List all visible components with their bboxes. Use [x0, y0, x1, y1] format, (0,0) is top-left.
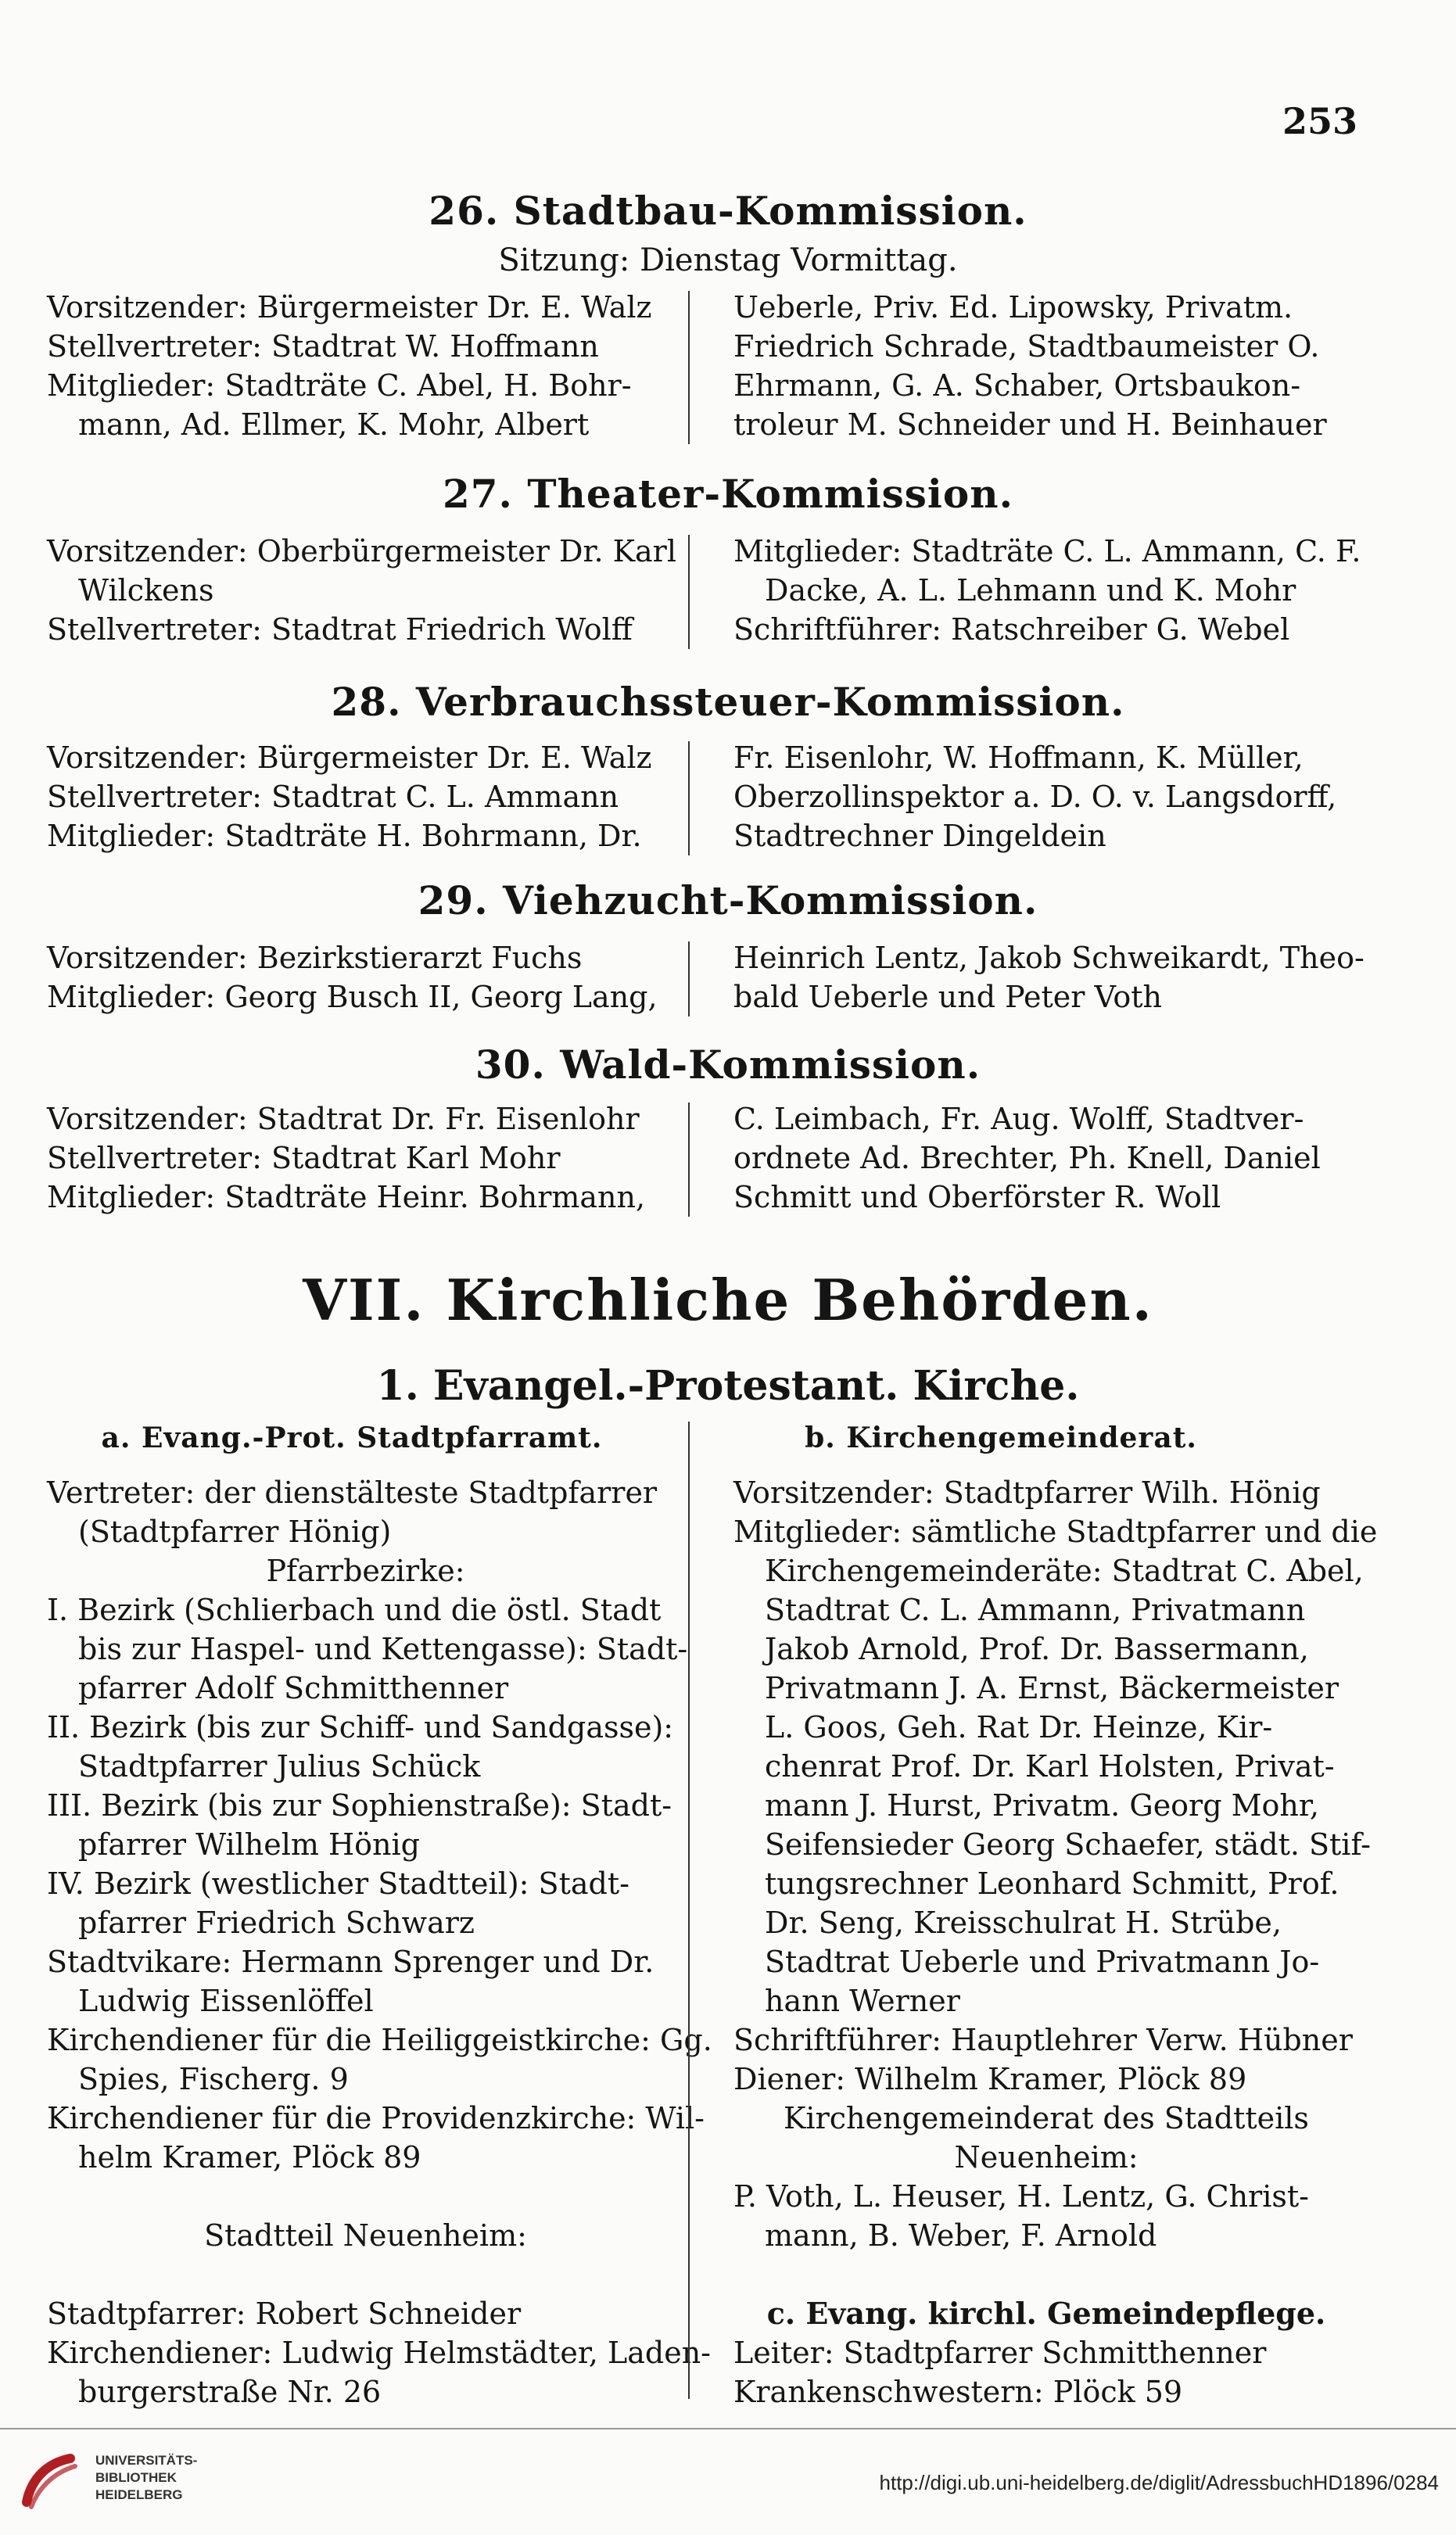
page-number: 253	[1282, 100, 1358, 142]
text-line: Jakob Arnold, Prof. Dr. Bassermann,	[765, 1632, 1309, 1666]
column-heading-b: b. Kirchengemeinderat.	[805, 1422, 1197, 1454]
text-line: Ehrmann, G. A. Schaber, Ortsbaukon-	[733, 368, 1301, 403]
text-line: Oberzollinspektor a. D. O. v. Langsdorff,	[733, 780, 1337, 814]
text-line: III. Bezirk (bis zur Sophienstraße): Stadt-	[47, 1788, 672, 1823]
subheading-sitzung: Sitzung: Dienstag Vormittag.	[498, 242, 958, 278]
text-line: Vorsitzender: Bürgermeister Dr. E. Walz	[47, 740, 652, 775]
text-line: Vorsitzender: Stadtrat Dr. Fr. Eisenlohr	[47, 1102, 640, 1136]
text-line: Seifensieder Georg Schaefer, städt. Stif-	[765, 1827, 1372, 1862]
column-divider	[688, 535, 690, 649]
heading-theater-kommission: 27. Theater-Kommission.	[442, 471, 1014, 517]
text-line: pfarrer Friedrich Schwarz	[78, 1906, 475, 1940]
library-name	[95, 2452, 197, 2504]
text-line: Ueberle, Priv. Ed. Lipowsky, Privatm.	[733, 290, 1293, 324]
text-line: Stadtpfarrer Julius Schück	[78, 1749, 481, 1784]
text-line: helm Kramer, Plöck 89	[78, 2140, 421, 2175]
text-line: Kirchengemeinderäte: Stadtrat C. Abel,	[765, 1554, 1364, 1588]
text-line: P. Voth, L. Heuser, H. Lentz, G. Christ-	[733, 2179, 1309, 2214]
text-line: bis zur Haspel- und Kettengasse): Stadt-	[78, 1632, 688, 1666]
text-line: Dacke, A. L. Lehmann und K. Mohr	[765, 573, 1296, 608]
text-line: Diener: Wilhelm Kramer, Plöck 89	[733, 2062, 1247, 2096]
heading-stadtbau-kommission: 26. Stadtbau-Kommission.	[429, 188, 1027, 234]
text-line: Schmitt und Oberförster R. Woll	[733, 1180, 1221, 1214]
text-line: Mitglieder: sämtliche Stadtpfarrer und die	[733, 1515, 1378, 1549]
text-line: II. Bezirk (bis zur Schiff- und Sandgasse):	[47, 1710, 674, 1744]
text-line: burgerstraße Nr. 26	[78, 2375, 382, 2409]
text-line: Schriftführer: Ratschreiber G. Webel	[733, 612, 1290, 647]
text-line: pfarrer Adolf Schmitthenner	[78, 1671, 509, 1705]
text-line: ordnete Ad. Brechter, Ph. Knell, Daniel	[733, 1141, 1321, 1175]
text-line: tungsrechner Leonhard Schmitt, Prof.	[765, 1866, 1339, 1901]
text-line: Vorsitzender: Stadtpfarrer Wilh. Hönig	[733, 1475, 1321, 1510]
text-line: Stellvertreter: Stadtrat C. L. Ammann	[47, 780, 619, 814]
logo-text-line: HEIDELBERG	[95, 2487, 183, 2502]
column-divider	[688, 941, 690, 1017]
text-line: Mitglieder: Stadträte Heinr. Bohrmann,	[47, 1180, 646, 1214]
text-line	[47, 2255, 684, 2294]
text-line: Pfarrbezirke:	[266, 1554, 465, 1588]
text-line: Mitglieder: Georg Busch II, Georg Lang,	[47, 980, 658, 1014]
library-logo-icon[interactable]	[16, 2447, 86, 2518]
text-line: troleur M. Schneider und H. Beinhauer	[733, 407, 1327, 442]
text-line: Kirchendiener für die Providenzkirche: Wil-	[47, 2101, 705, 2135]
column-heading-c: c. Evang. kirchl. Gemeindepflege.	[766, 2296, 1326, 2331]
text-line: Wilckens	[78, 573, 214, 608]
heading-wald-kommission: 30. Wald-Kommission.	[475, 1042, 981, 1088]
logo-text-line: UNIVERSITÄTS-	[95, 2453, 198, 2468]
text-line: mann, B. Weber, F. Arnold	[765, 2218, 1157, 2253]
text-line: Krankenschwestern: Plöck 59	[733, 2375, 1183, 2409]
text-line: hann Werner	[765, 1984, 960, 2018]
text-line: Schriftführer: Hauptlehrer Verw. Hübner	[733, 2023, 1353, 2057]
text-line: Stellvertreter: Stadtrat Friedrich Wolff	[47, 612, 633, 647]
text-line: L. Goos, Geh. Rat Dr. Heinze, Kir-	[765, 1710, 1273, 1744]
text-line: Stadtrat Ueberle und Privatmann Jo-	[765, 1945, 1320, 1979]
heading-verbrauchssteuer-kommission: 28. Verbrauchssteuer-Kommission.	[331, 679, 1125, 725]
heading-viehzucht-kommission: 29. Viehzucht-Kommission.	[418, 877, 1038, 923]
text-line: Vorsitzender: Bezirkstierarzt Fuchs	[47, 941, 583, 975]
text-line: Stellvertreter: Stadtrat Karl Mohr	[47, 1141, 561, 1175]
text-line: Stadtrat C. L. Ammann, Privatmann	[765, 1593, 1306, 1627]
text-line: Mitglieder: Stadträte H. Bohrmann, Dr.	[47, 819, 642, 853]
text-line	[733, 2255, 1359, 2294]
text-line: Spies, Fischerg. 9	[78, 2062, 349, 2096]
column-divider	[688, 1103, 690, 1217]
column-heading-a: a. Evang.-Prot. Stadtpfarramt.	[101, 1422, 603, 1454]
text-line: pfarrer Wilhelm Hönig	[78, 1827, 420, 1862]
text-line: Ludwig Eissenlöffel	[78, 1984, 374, 2018]
text-line	[47, 2177, 684, 2216]
text-line: Privatmann J. A. Ernst, Bäckermeister	[765, 1671, 1339, 1705]
footer-divider	[0, 2428, 1456, 2429]
text-line: mann J. Hurst, Privatm. Georg Mohr,	[765, 1788, 1319, 1823]
text-line: Dr. Seng, Kreisschulrat H. Strübe,	[765, 1906, 1282, 1940]
text-line: I. Bezirk (Schlierbach und die östl. Stadt	[47, 1593, 662, 1627]
section-heading: 1. Evangel.-Protestant. Kirche.	[376, 1362, 1080, 1410]
chapter-title: VII. Kirchliche Behörden.	[303, 1267, 1153, 1333]
text-line: Fr. Eisenlohr, W. Hoffmann, K. Müller,	[733, 740, 1304, 775]
subsection-heading: Neuenheim:	[954, 2140, 1139, 2175]
text-line: (Stadtpfarrer Hönig)	[78, 1515, 392, 1549]
text-line: Mitglieder: Stadträte C. L. Ammann, C. F.	[733, 534, 1361, 568]
text-line: bald Ueberle und Peter Voth	[733, 980, 1163, 1014]
column-divider	[688, 291, 690, 444]
text-line: chenrat Prof. Dr. Karl Holsten, Privat-	[765, 1749, 1335, 1784]
text-line: Leiter: Stadtpfarrer Schmitthenner	[733, 2336, 1267, 2370]
subsection-heading: Kirchengemeinderat des Stadtteils	[784, 2101, 1309, 2135]
text-line: Kirchendiener: Ludwig Helmstädter, Laden-	[47, 2336, 712, 2370]
text-line: Heinrich Lentz, Jakob Schweikardt, Theo-	[733, 941, 1365, 975]
logo-text-line: BIBLIOTHEK	[95, 2470, 177, 2485]
text-line: IV. Bezirk (westlicher Stadtteil): Stadt-	[47, 1866, 629, 1901]
text-line: Stadtrechner Dingeldein	[733, 819, 1106, 853]
column-divider	[688, 1422, 690, 2399]
text-line: Stadtvikare: Hermann Sprenger und Dr.	[47, 1945, 654, 1979]
text-line: Stellvertreter: Stadtrat W. Hoffmann	[47, 329, 599, 364]
source-url-link[interactable]: http://digi.ub.uni-heidelberg.de/diglit/AdressbuchHD1896/0284	[879, 2471, 1439, 2494]
column-divider	[688, 741, 690, 855]
text-line: C. Leimbach, Fr. Aug. Wolff, Stadtver-	[733, 1102, 1304, 1136]
text-line: Kirchendiener für die Heiliggeistkirche: Gg.	[47, 2023, 712, 2057]
subsection-heading: Stadtteil Neuenheim:	[204, 2218, 527, 2253]
text-line: Friedrich Schrade, Stadtbaumeister O.	[733, 329, 1320, 364]
text-line: Stadtpfarrer: Robert Schneider	[47, 2297, 522, 2331]
text-line: mann, Ad. Ellmer, K. Mohr, Albert	[78, 407, 590, 442]
text-line: Mitglieder: Stadträte C. Abel, H. Bohr-	[47, 368, 632, 403]
text-line: Vertreter: der dienstälteste Stadtpfarrer	[47, 1475, 658, 1510]
text-line: Vorsitzender: Oberbürgermeister Dr. Karl	[47, 534, 676, 568]
text-line: Vorsitzender: Bürgermeister Dr. E. Walz	[47, 290, 652, 324]
